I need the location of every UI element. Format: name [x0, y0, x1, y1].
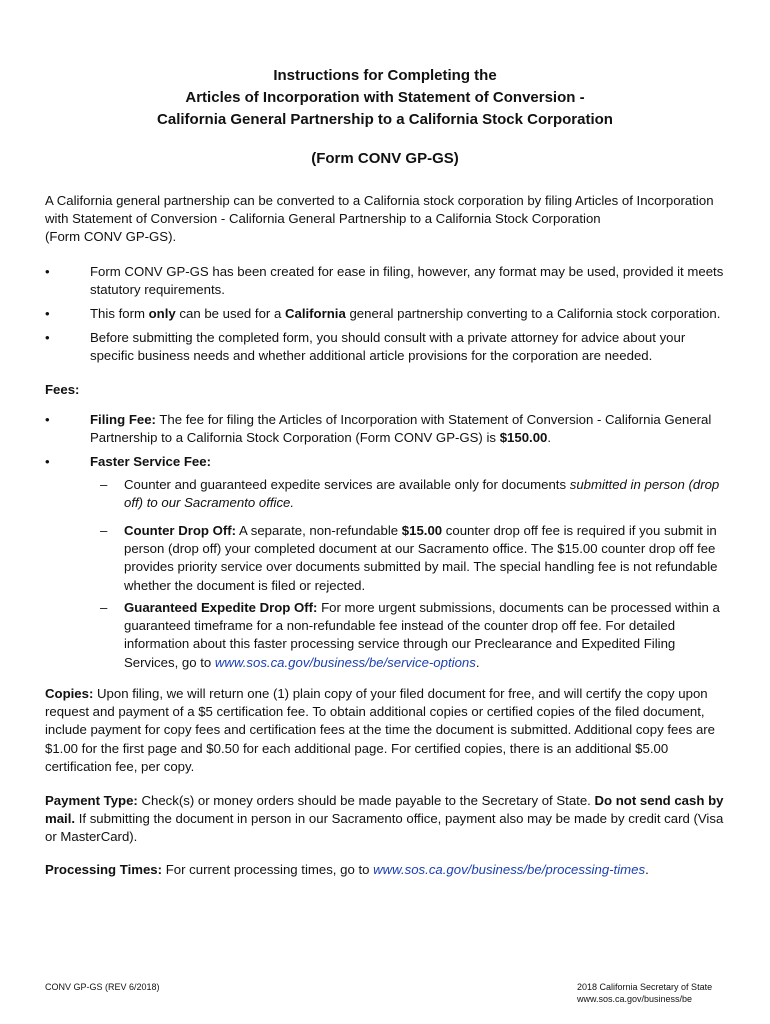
payment-line-3: or MasterCard).	[45, 829, 138, 845]
copies-line-3: include payment for copy fees and certification fees at the time the document is submitted. Additional copy fees are	[45, 722, 716, 738]
dash-3-line-4-pre: Services, go to	[124, 654, 215, 670]
copies-line-1: Upon filing, we will return one (1) plain copy of your filed document for free, and will certify the copy upon	[93, 686, 708, 701]
bullet-icon: •	[45, 454, 50, 469]
filing-fee-end: .	[547, 430, 552, 446]
dash-item-guaranteed-expedite	[100, 599, 730, 672]
bullet-icon: •	[45, 330, 50, 345]
dash-item-counter-expedite	[100, 476, 730, 512]
footer-copyright	[577, 981, 712, 1005]
intro-line-2: with Statement of Conversion - California General Partnership to a California Stock Corporation	[45, 211, 601, 227]
bullet-2-only: only	[148, 306, 176, 321]
bullet-icon: •	[45, 264, 50, 279]
title-line-3: California General Partnership to a California Stock Corporation	[157, 111, 613, 128]
processing-pre: For current processing times, go to	[162, 862, 374, 877]
counter-drop-off-label: Counter Drop Off:	[124, 523, 237, 538]
fees-heading-text: Fees:	[45, 382, 80, 397]
processing-times-paragraph	[45, 861, 735, 879]
bullet-2-post: general partnership converting to a California stock corporation.	[345, 306, 721, 321]
bullet-1-line-1: Form CONV GP-GS has been created for ease in filing, however, any format may be used, provided it meets	[90, 264, 724, 279]
title-line-1: Instructions for Completing the	[273, 67, 497, 84]
payment-line-1: Check(s) or money orders should be made payable to the Secretary of State.	[137, 793, 595, 808]
footer-website: www.sos.ca.gov/business/be	[577, 994, 693, 1004]
filing-fee-amount: $150.00	[499, 430, 548, 446]
title-line-2: Articles of Incorporation with Statement of Conversion -	[185, 89, 585, 106]
document-title	[0, 65, 770, 131]
guaranteed-expedite-label: Guaranteed Expedite Drop Off:	[124, 600, 318, 615]
bullet-icon: •	[45, 412, 50, 427]
footer-copyright-line: 2018 California Secretary of State	[577, 982, 713, 992]
filing-fee-label: Filing Fee:	[90, 412, 156, 427]
dash-1-italic-1: submitted in person (drop	[569, 477, 720, 492]
copies-line-5: certification fee, per copy.	[45, 758, 195, 774]
dash-2-line-3: provides priority service over documents submitted by mail. The special handling fee is not refundable	[124, 559, 718, 575]
dash-2-pre: A separate, non-refundable	[236, 523, 402, 538]
dash-marker-icon: –	[100, 600, 108, 615]
bullet-2-california: California	[284, 306, 346, 321]
dash-3-line-3: information about this faster processing service through our Preclearance and Expedited Filing	[124, 636, 676, 652]
intro-line-1: A California general partnership can be converted to a California stock corporation by filing Articles of Incorporation	[45, 193, 714, 208]
filing-fee-line-1: The fee for filing the Articles of Incorporation with Statement of Conversion - California General	[155, 412, 712, 427]
bullet-item-faster-service	[45, 453, 735, 471]
dash-1-italic-2: off) to our Sacramento office.	[124, 495, 295, 511]
payment-type-label: Payment Type:	[45, 793, 138, 808]
bullet-item-filing-fee	[45, 411, 735, 447]
footer-form-revision: CONV GP-GS (REV 6/2018)	[45, 982, 160, 992]
form-id: (Form CONV GP-GS)	[311, 150, 459, 167]
processing-times-label: Processing Times:	[45, 862, 163, 877]
counter-drop-off-amount: $15.00	[401, 523, 443, 538]
bullet-2-mid: can be used for a	[175, 306, 285, 321]
fees-heading	[45, 381, 735, 399]
dash-1-pre: Counter and guaranteed expedite services are available only for documents	[124, 477, 570, 492]
dash-marker-icon: –	[100, 477, 108, 492]
dash-item-counter-drop-off	[100, 522, 730, 595]
filing-fee-line-2: Partnership to a California Stock Corporation (Form CONV GP-GS) is	[90, 430, 500, 446]
dash-3-line-1: For more urgent submissions, documents can be processed within a	[317, 600, 720, 615]
copies-paragraph	[45, 685, 735, 776]
copies-label: Copies:	[45, 686, 94, 701]
dash-2-line-4: whether the document is filed or rejected.	[124, 577, 366, 593]
intro-paragraph	[45, 192, 735, 247]
faster-service-label: Faster Service Fee:	[90, 454, 211, 469]
dash-3-line-2: guaranteed timeframe for a non-refundable fee instead of the counter drop off fee. For detailed	[124, 618, 676, 634]
dash-marker-icon: –	[100, 523, 108, 538]
bullet-item-only-california	[45, 305, 735, 323]
bullet-3-line-1: Before submitting the completed form, you should consult with a private attorney for advice about your	[90, 330, 686, 345]
dash-2-post: counter drop off fee is required if you submit in	[442, 523, 717, 538]
bullet-item-attorney	[45, 329, 735, 365]
processing-times-link[interactable]: www.sos.ca.gov/business/be/processing-times	[373, 862, 646, 877]
bullet-3-line-2: specific business needs and whether additional article provisions for the corporation are needed.	[90, 348, 653, 364]
bullet-item-format	[45, 263, 735, 299]
bullet-2-pre: This form	[90, 306, 149, 321]
bullet-icon: •	[45, 306, 50, 321]
dash-2-line-2: person (drop off) your completed document at our Sacramento office. The $15.00 counter drop off fee	[124, 541, 716, 557]
copies-line-2: request and payment of a $5 certification fee. To obtain additional copies or certified copies of the filed document,	[45, 704, 705, 720]
dash-3-end: .	[475, 654, 480, 670]
payment-line-2: If submitting the document in person in our Sacramento office, payment also may be made by credit card (Visa	[75, 811, 724, 827]
payment-bold-1: Do not send cash by	[594, 793, 724, 808]
bullet-1-line-2: statutory requirements.	[90, 282, 225, 298]
intro-line-3: (Form CONV GP-GS).	[45, 229, 177, 245]
processing-end: .	[645, 862, 649, 877]
service-options-link[interactable]: www.sos.ca.gov/business/be/service-options	[214, 654, 476, 670]
copies-line-4: $1.00 for the first page and $0.50 for each additional page. For certified copies, there is an additional $5.00	[45, 740, 669, 756]
payment-type-paragraph	[45, 792, 735, 847]
payment-bold-2: mail.	[45, 811, 76, 827]
